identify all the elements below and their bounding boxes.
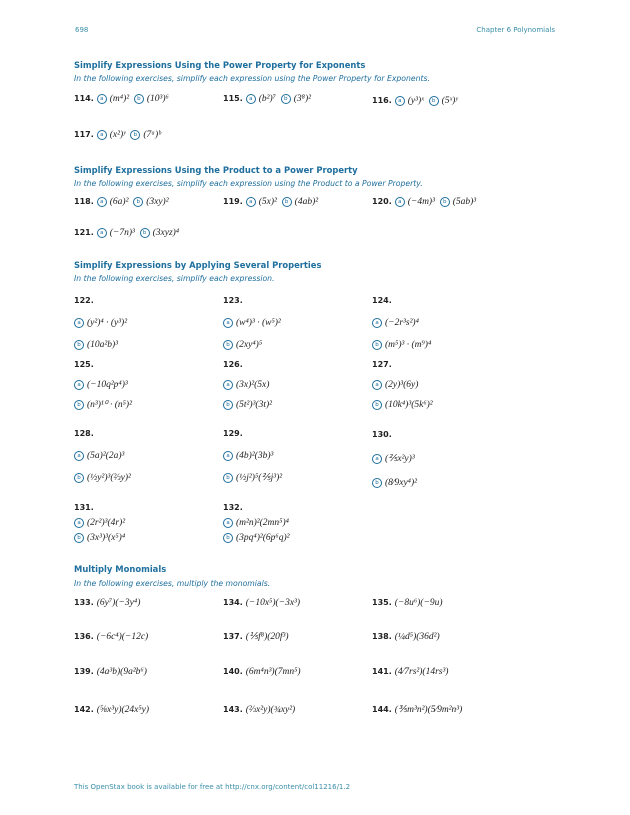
expression: (¼d⁵)(36d²): [394, 632, 440, 642]
part-b-badge: b: [74, 473, 84, 483]
expression-a: (2r²)³(4r)²: [87, 518, 126, 528]
exercise-number: 121.: [74, 228, 94, 237]
exercise-number: 114.: [74, 94, 94, 103]
exercise-number: 119.: [223, 197, 243, 206]
section-title: Simplify Expressions Using the Product to a Power Property: [74, 165, 358, 175]
exercise: [74, 704, 149, 716]
exercise: [223, 290, 281, 356]
page-number: 698: [75, 26, 89, 34]
exercise-number: 130.: [372, 430, 392, 439]
expression-b: (10a²b)³: [87, 340, 119, 350]
expression-a: (m²n)²(2mn⁵)⁴: [236, 518, 289, 528]
expression-b: (n³)¹⁰ · (n⁵)²: [87, 400, 132, 410]
exercise: [223, 196, 318, 208]
exercise-number: 143.: [223, 705, 243, 714]
expression-a: (x²)ʸ: [109, 130, 126, 140]
section-title: Simplify Expressions Using the Power Property for Exponents: [74, 60, 366, 70]
expression: (⅗m³n²)(5⁄9m²n³): [394, 705, 463, 715]
expression-b: (3xy)²: [146, 197, 169, 207]
expression-a: (⅖x²y)³: [385, 454, 415, 464]
expression: (⅝x³y)(24x⁵y): [96, 705, 150, 715]
part-b-badge: b: [140, 228, 150, 238]
expression-a: (6a)²: [109, 197, 129, 207]
expression: (6y⁷)(−3y⁴): [96, 598, 141, 608]
exercise: [372, 704, 462, 716]
expression: (4a³b)(9a²b⁶): [96, 667, 147, 677]
part-a-badge: a: [74, 318, 84, 328]
part-a-badge: a: [372, 380, 382, 390]
exercise-number: 138.: [372, 632, 392, 641]
exercise: [223, 666, 301, 678]
expression-b: (8⁄9xy⁴)²: [385, 478, 417, 488]
exercise: [74, 355, 132, 415]
expression: (4⁄7rs²)(14rs³): [394, 667, 449, 677]
expression-b: (2xy⁴)⁵: [236, 340, 263, 350]
expression-a: (−10q²p⁴)³: [87, 380, 128, 390]
expression-a: (−7n)³: [109, 228, 135, 238]
exercise-number: 139.: [74, 667, 94, 676]
part-b-badge: b: [372, 478, 382, 488]
exercise: [223, 93, 311, 105]
expression-b: (3pq⁴)²(6p⁶q)²: [236, 533, 290, 543]
exercise: [223, 631, 289, 643]
exercise-number: 131.: [74, 503, 94, 512]
expression-b: (5ˣ)ʸ: [441, 96, 458, 106]
expression-b: (½y²)³(⅔y)²: [87, 473, 131, 483]
part-b-badge: b: [372, 400, 382, 410]
exercise-number: 125.: [74, 360, 94, 369]
exercise-number: 117.: [74, 130, 94, 139]
exercise-number: 124.: [372, 296, 392, 305]
expression-b: (½j²)⁵(⅖j³)²: [236, 473, 283, 483]
part-a-badge: a: [246, 94, 256, 104]
exercise-number: 142.: [74, 705, 94, 714]
part-b-badge: b: [134, 94, 144, 104]
expression-b: (10³)⁶: [146, 94, 169, 104]
part-b-badge: b: [223, 400, 233, 410]
expression-a: (5a)²(2a)³: [87, 451, 125, 461]
expression-a: (y²)⁴ · (y³)²: [87, 318, 128, 328]
part-a-badge: a: [74, 380, 84, 390]
part-b-badge: b: [223, 340, 233, 350]
exercise: [74, 290, 127, 356]
part-a-badge: a: [223, 318, 233, 328]
exercise: [223, 704, 295, 716]
part-a-badge: a: [97, 197, 107, 207]
part-b-badge: b: [440, 197, 450, 207]
part-b-badge: b: [74, 533, 84, 543]
expression-b: (3xyz)⁴: [152, 228, 180, 238]
expression-a: (4b)²(3b)³: [236, 451, 274, 461]
exercise-number: 115.: [223, 94, 243, 103]
part-a-badge: a: [97, 130, 107, 140]
exercise: [372, 631, 440, 643]
part-b-badge: b: [223, 533, 233, 543]
part-a-badge: a: [74, 518, 84, 528]
exercise: [223, 423, 282, 489]
exercise: [74, 93, 169, 105]
exercise: [372, 290, 431, 356]
exercise: [372, 355, 433, 415]
exercise-number: 129.: [223, 429, 243, 438]
exercise: [372, 666, 448, 678]
section-intro: In the following exercises, simplify each expression using the Product to a Power Property.: [74, 179, 423, 188]
chapter-title: Chapter 6 Polynomials: [476, 26, 555, 34]
exercise: [74, 129, 161, 141]
part-b-badge: b: [130, 130, 140, 140]
exercise-number: 141.: [372, 667, 392, 676]
expression-a: (w⁴)³ · (w⁵)²: [236, 318, 281, 328]
exercise: [372, 95, 458, 107]
exercise: [372, 597, 443, 609]
section-intro: In the following exercises, simplify each expression.: [74, 274, 275, 283]
expression: (−8u⁶)(−9u): [394, 598, 443, 608]
part-b-badge: b: [74, 340, 84, 350]
part-a-badge: a: [223, 518, 233, 528]
expression: (⅕f⁸)(20f³): [245, 632, 289, 642]
expression-a: (−4m)³: [407, 197, 435, 207]
exercise-number: 137.: [223, 632, 243, 641]
part-a-badge: a: [223, 451, 233, 461]
page-footer: This OpenStax book is available for free at http://cnx.org/content/col11216/1.2: [74, 783, 351, 791]
part-b-badge: b: [282, 197, 292, 207]
exercise-number: 144.: [372, 705, 392, 714]
part-a-badge: a: [372, 318, 382, 328]
exercise: [74, 227, 179, 239]
expression-b: (3⁸)²: [293, 94, 311, 104]
expression-b: (10k⁴)³(5k⁶)²: [385, 400, 433, 410]
expression-a: (y³)ˣ: [407, 96, 424, 106]
part-a-badge: a: [223, 380, 233, 390]
expression: (⅔x²y)(¾xy²): [245, 705, 296, 715]
exercise: [372, 196, 476, 208]
expression-b: (4ab)²: [294, 197, 319, 207]
part-a-badge: a: [395, 96, 405, 106]
expression: (−10x⁵)(−3x³): [245, 598, 301, 608]
part-a-badge: a: [74, 451, 84, 461]
section-title: Simplify Expressions by Applying Several Properties: [74, 260, 322, 270]
expression-a: (−2r³s²)⁴: [385, 318, 419, 328]
part-a-badge: a: [246, 197, 256, 207]
exercise: [74, 500, 125, 546]
expression-a: (5x)²: [258, 197, 277, 207]
part-b-badge: b: [133, 197, 143, 207]
page-header: [75, 26, 555, 34]
expression-b: (5t²)³(3t)²: [236, 400, 272, 410]
part-b-badge: b: [372, 340, 382, 350]
expression-a: (m⁴)²: [109, 94, 130, 104]
part-a-badge: a: [372, 454, 382, 464]
exercise: [74, 196, 169, 208]
section-intro: In the following exercises, simplify each expression using the Power Property for Exponents.: [74, 74, 430, 83]
exercise-number: 133.: [74, 598, 94, 607]
expression-a: (b²)⁷: [258, 94, 276, 104]
exercise-number: 136.: [74, 632, 94, 641]
expression-a: (3x)²(5x): [236, 380, 270, 390]
exercise: [74, 423, 131, 489]
part-b-badge: b: [74, 400, 84, 410]
exercise: [372, 423, 417, 495]
exercise-number: 140.: [223, 667, 243, 676]
expression-b: (5ab)³: [452, 197, 477, 207]
expression-b: (7ᵃ)ᵇ: [143, 130, 161, 140]
part-b-badge: b: [281, 94, 291, 104]
exercise: [74, 597, 140, 609]
exercise-number: 126.: [223, 360, 243, 369]
part-a-badge: a: [395, 197, 405, 207]
section-title: Multiply Monomials: [74, 564, 167, 574]
exercise-number: 127.: [372, 360, 392, 369]
exercise-number: 116.: [372, 96, 392, 105]
expression: (−6c⁴)(−12c): [96, 632, 149, 642]
exercise-number: 120.: [372, 197, 392, 206]
exercise-number: 135.: [372, 598, 392, 607]
exercise: [223, 597, 300, 609]
exercise: [74, 666, 147, 678]
exercise-number: 123.: [223, 296, 243, 305]
exercise-number: 132.: [223, 503, 243, 512]
expression-b: (m⁵)³ · (m⁹)⁴: [385, 340, 432, 350]
part-b-badge: b: [223, 473, 233, 483]
exercise: [223, 355, 272, 415]
expression: (6m⁴n³)(7mn⁵): [245, 667, 301, 677]
section-intro: In the following exercises, multiply the monomials.: [74, 579, 271, 588]
exercise-number: 128.: [74, 429, 94, 438]
expression-b: (3x³)³(x⁵)⁴: [87, 533, 126, 543]
expression-a: (2y)³(6y): [385, 380, 419, 390]
exercise: [74, 631, 148, 643]
exercise: [223, 500, 289, 546]
part-a-badge: a: [97, 228, 107, 238]
exercise-number: 122.: [74, 296, 94, 305]
part-b-badge: b: [429, 96, 439, 106]
exercise-number: 134.: [223, 598, 243, 607]
part-a-badge: a: [97, 94, 107, 104]
exercise-number: 118.: [74, 197, 94, 206]
